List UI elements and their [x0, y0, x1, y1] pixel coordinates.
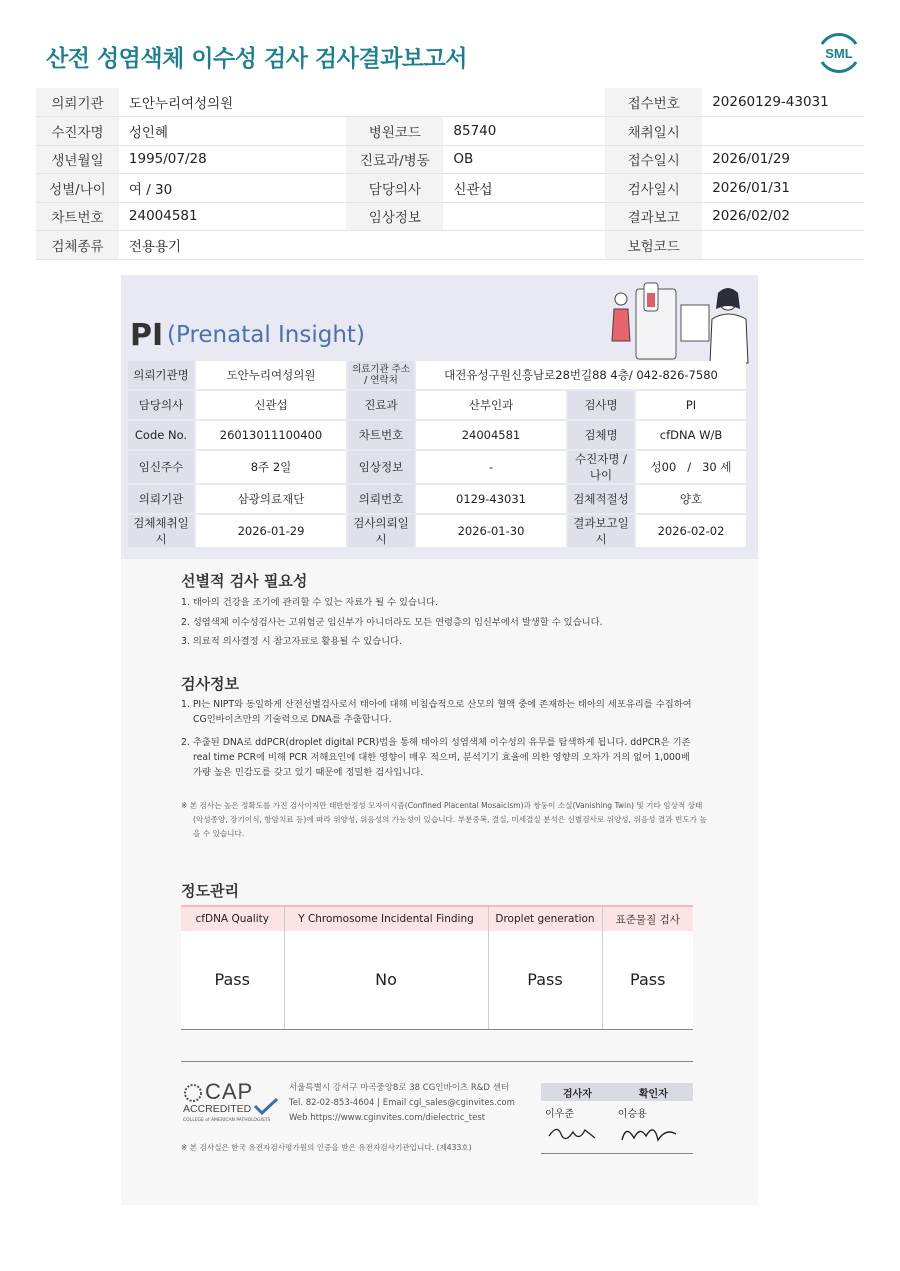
- info-label: 검체적절성: [568, 485, 634, 513]
- section-title-qc: 정도관리: [181, 882, 239, 900]
- cap-logo-text: CAP: [205, 1079, 254, 1104]
- info-label: 담당의사: [128, 391, 194, 419]
- info-table: [126, 359, 748, 549]
- test-info-line: CG인바이츠만의 기술력으로 DNA를 추출합니다.: [193, 714, 392, 725]
- confirmer-header: 확인자: [614, 1083, 693, 1101]
- info-value: -: [416, 451, 566, 483]
- info-value: 2026-01-30: [416, 515, 566, 547]
- header-value: [702, 117, 864, 146]
- tester-header: 검사자: [541, 1083, 614, 1101]
- info-value: 8주 2일: [196, 451, 346, 483]
- section-title-necessity: 선별적 검사 필요성: [181, 572, 308, 590]
- header-row: [36, 231, 864, 260]
- tester-name: 이우준: [545, 1109, 574, 1120]
- pi-subtitle: (Prenatal Insight): [167, 322, 365, 348]
- pi-report: [121, 275, 758, 1205]
- qc-header: 표준물질 검사: [602, 906, 693, 931]
- header-value: 여 / 30: [119, 174, 346, 203]
- qc-value: Pass: [181, 931, 284, 1029]
- info-label: 의뢰기관명: [128, 361, 194, 389]
- info-label: 임상정보: [348, 451, 414, 483]
- header-label: 수진자명: [36, 117, 119, 146]
- info-label: 의뢰기관: [128, 485, 194, 513]
- report-title: 산전 성염색체 이수성 검사 검사결과보고서: [46, 46, 467, 72]
- header-value: 도안누리여성의원: [119, 88, 346, 117]
- qc-header: Droplet generation: [488, 906, 602, 931]
- test-info-line: 2. 추출된 DNA로 ddPCR(droplet digital PCR)법을 통해 태아의 성염색체 이수성의 유무를 탐색하게 됩니다. ddPCR은 기존: [181, 737, 691, 748]
- confirmer-name: 이승용: [617, 1109, 647, 1120]
- footer-website: Web https://www.cginvites.com/dielectric_test: [289, 1113, 486, 1123]
- necessity-item: 1. 태아의 건강을 조기에 관리할 수 있는 자료가 될 수 있습니다.: [181, 597, 438, 608]
- header-label: 의뢰기관: [36, 88, 119, 117]
- info-value: 산부인과: [416, 391, 566, 419]
- header-value: 2026/01/29: [702, 145, 864, 174]
- header-value: [443, 88, 605, 117]
- info-value: 성00 / 30 세: [636, 451, 746, 483]
- header-label: 접수번호: [605, 88, 702, 117]
- header-label: 임상정보: [346, 202, 443, 231]
- header-value: 20260129-43031: [702, 88, 864, 117]
- header-row: [36, 117, 864, 146]
- info-value: 0129-43031: [416, 485, 566, 513]
- header-value: 85740: [443, 117, 605, 146]
- confirmer-cell: [614, 1101, 693, 1154]
- header-label: [346, 88, 443, 117]
- header-value: [702, 231, 864, 260]
- info-value: 2026-01-29: [196, 515, 346, 547]
- header-label: 성별/나이: [36, 174, 119, 203]
- info-label: 결과보고일시: [568, 515, 634, 547]
- test-info-line: 가량 높은 민감도를 갖고 있기 때문에 정밀한 검사입니다.: [193, 767, 424, 778]
- info-label: 검사명: [568, 391, 634, 419]
- header-value: 2026/01/31: [702, 174, 864, 203]
- test-info-line: real time PCR에 비해 PCR 저해요인에 대한 영향이 매우 적으며, 분석기기 효율에 의한 영향의 오차가 거의 없어 1,000배: [193, 752, 690, 763]
- patient-header-table: [36, 88, 864, 260]
- header-label: 결과보고: [605, 202, 702, 231]
- header-label: [346, 231, 443, 260]
- qc-header: cfDNA Quality: [181, 906, 284, 931]
- header-label: 담당의사: [346, 174, 443, 203]
- info-value: 신관섭: [196, 391, 346, 419]
- info-value: 24004581: [416, 421, 566, 449]
- qc-header: Y Chromosome Incidental Finding: [284, 906, 488, 931]
- info-label: 임신주수: [128, 451, 194, 483]
- info-label: 검체채취일시: [128, 515, 194, 547]
- info-label: 검체명: [568, 421, 634, 449]
- info-label: 의료기관 주소 / 연락처: [348, 361, 414, 389]
- info-value: cfDNA W/B: [636, 421, 746, 449]
- header-value: OB: [443, 145, 605, 174]
- necessity-item: 3. 의료적 의사결정 시 참고자료로 활용될 수 있습니다.: [181, 636, 403, 647]
- header-row: [36, 145, 864, 174]
- header-label: 진료과/병동: [346, 145, 443, 174]
- info-value: 2026-02-02: [636, 515, 746, 547]
- disclaimer-line: ※ 본 검사는 높은 정확도를 가진 검사이지만 태반한정성 모자이시즘(Confined Placental Mosaicism)과 쌍둥이 소실(Vanishing Twin) 및 기타 임상적 상태: [181, 801, 703, 810]
- header-label: 병원코드: [346, 117, 443, 146]
- qc-table: [181, 905, 693, 1030]
- tester-cell: [541, 1101, 614, 1154]
- info-value: PI: [636, 391, 746, 419]
- disclaimer-line: 을 수 있습니다.: [193, 829, 245, 838]
- certification-note: ※ 본 검사실은 한국 유전자검사평가원의 인증을 받은 유전자검사기관입니다. (제433호): [181, 1143, 472, 1152]
- signature-table: [541, 1083, 693, 1154]
- cap-accredited-text: ACCREDITED: [183, 1103, 252, 1115]
- header-row: [36, 202, 864, 231]
- cap-logo: [183, 1081, 279, 1129]
- cap-globe-icon: [183, 1083, 203, 1103]
- info-label: 검사의뢰일시: [348, 515, 414, 547]
- header-label: 채취일시: [605, 117, 702, 146]
- info-label: Code No.: [128, 421, 194, 449]
- header-label: 생년월일: [36, 145, 119, 174]
- footer-address: 서울특별시 강서구 마곡중앙8로 38 CG인바이츠 R&D 센터: [289, 1083, 510, 1093]
- header-value: 성인혜: [119, 117, 346, 146]
- header-value: 2026/02/02: [702, 202, 864, 231]
- footer-contact: Tel. 82-02-853-4604 | Email cgl_sales@cginvites.com: [289, 1098, 515, 1108]
- header-value: 전용용기: [119, 231, 346, 260]
- header-row: [36, 88, 864, 117]
- info-value: 도안누리여성의원: [196, 361, 346, 389]
- info-value: 양호: [636, 485, 746, 513]
- header-label: 검체종류: [36, 231, 119, 260]
- disclaimer-line: (악성종양, 장기이식, 항암치료 등)에 따라 위양성, 위음성의 가능성이 있습니다. 부분중복, 결실, 미세결실 분석은 선별검사로 위양성, 위음성 결과 빈도가 높: [193, 815, 707, 824]
- qc-value: No: [284, 931, 488, 1029]
- header-value: [443, 202, 605, 231]
- header-value: [443, 231, 605, 260]
- header-label: 검사일시: [605, 174, 702, 203]
- header-label: 차트번호: [36, 202, 119, 231]
- sml-logo-text: SML: [825, 46, 853, 61]
- info-label: 의뢰번호: [348, 485, 414, 513]
- footer-divider: [181, 1061, 693, 1062]
- qc-value: Pass: [488, 931, 602, 1029]
- header-label: 접수일시: [605, 145, 702, 174]
- lab-illustration: [606, 279, 756, 365]
- info-value: 26013011100400: [196, 421, 346, 449]
- test-info-line: 1. PI는 NIPT와 동일하게 산전선별검사로서 태아에 대해 비침습적으로 산모의 혈액 중에 존재하는 태아의 세포유리를 수집하여: [181, 699, 692, 710]
- header-value: 1995/07/28: [119, 145, 346, 174]
- confirmer-signature: [618, 1120, 684, 1146]
- pi-title: PI: [130, 318, 164, 353]
- info-value: 대전유성구원신흥남로28번길88 4층/ 042-826-7580: [416, 361, 746, 389]
- sml-logo: [816, 30, 862, 76]
- info-value: 삼광의료재단: [196, 485, 346, 513]
- checkmark-icon: [253, 1097, 279, 1115]
- header-label: 보험코드: [605, 231, 702, 260]
- header-value: 신관섭: [443, 174, 605, 203]
- qc-value: Pass: [602, 931, 693, 1029]
- tester-signature: [545, 1120, 605, 1146]
- necessity-item: 2. 성염색체 이수성검사는 고위험군 임신부가 아니더라도 모든 연령층의 임신부에서 발생할 수 있습니다.: [181, 617, 603, 628]
- info-label: 진료과: [348, 391, 414, 419]
- section-title-test-info: 검사정보: [181, 675, 239, 693]
- header-value: 24004581: [119, 202, 346, 231]
- info-label: 수진자명 / 나이: [568, 451, 634, 483]
- info-label: 차트번호: [348, 421, 414, 449]
- header-row: [36, 174, 864, 203]
- cap-college-text: COLLEGE of AMERICAN PATHOLOGISTS: [183, 1118, 271, 1123]
